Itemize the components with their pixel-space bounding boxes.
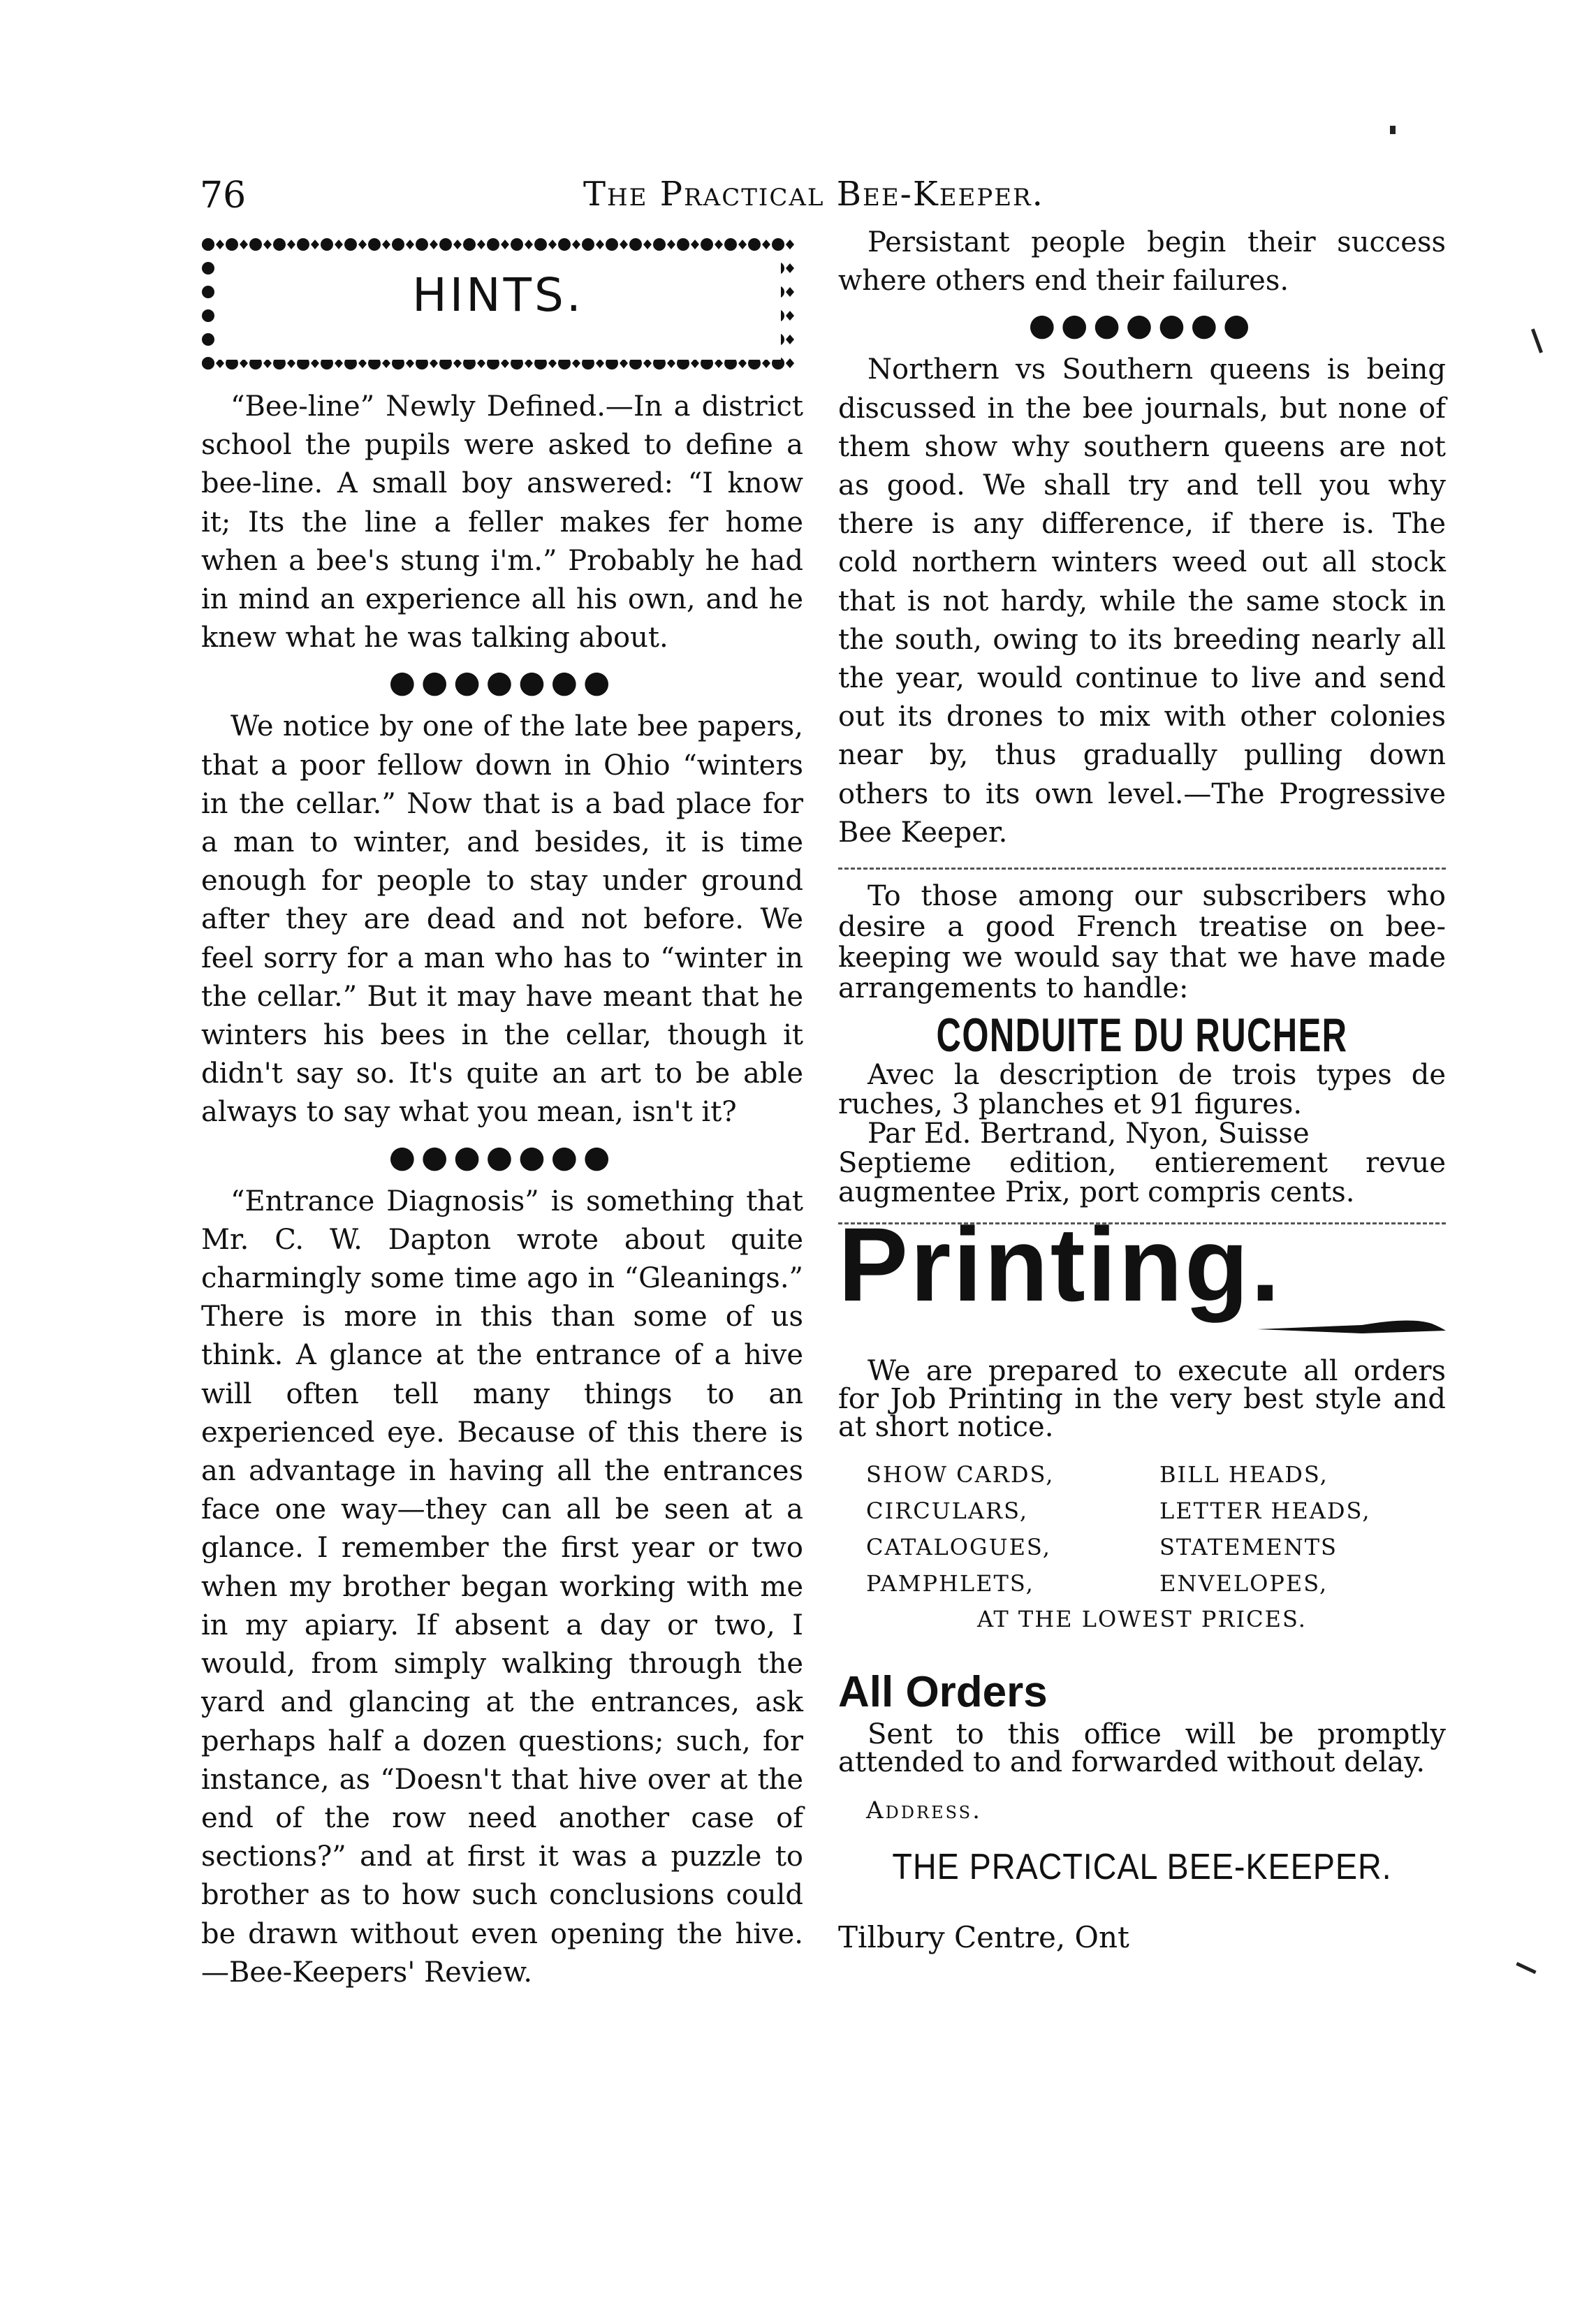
printing-description: We are prepared to execute all orders for Job Printing in the very best style and at short notice. <box>838 1355 1446 1444</box>
service-item: SHOW CARDS, <box>866 1461 1055 1488</box>
book-line: Avec la description de trois types de ruches, 3 planches et 91 figures. <box>838 1059 1446 1121</box>
service-item: LETTER HEADS, <box>1159 1498 1371 1525</box>
separator-dots: ●●●●●●● <box>388 664 616 701</box>
address-label: Address. <box>866 1797 982 1825</box>
printing-title: Printing. <box>838 1206 1282 1324</box>
right-column <box>838 224 1446 1956</box>
book-line: Septieme edition, entierement revue augmentee Prix, port compris cents. <box>838 1147 1446 1209</box>
paragraph-northern-southern: Northern vs Southern queens is being discussed in the bee journals, but none of them show why southern queens are not as good. We shall try and tell you why there is any difference, if there is. The cold northern winters weed out all stock that is not hardy, while the same stock in the south, owing to its breeding nearly all the year, would continue to live and send out its drones to mix with other colonies near by, thus gradually pulling down others to its own level.—The Progressive Bee Keeper. <box>838 353 1446 849</box>
divider <box>838 868 1446 870</box>
paragraph-cellar: We notice by one of the late bee papers, that a poor fellow down in Ohio “winters in the cellar.” Now that is a bad place for a man to winter, and besides, it is time enough for people to stay under ground after they are dead and not before. We feel sorry for a man who has to “winter in the cellar.” But it may have meant that he winters his bees in the cellar, though it didn't say so. It's quite an art to be able always to say what you mean, isn't it? <box>201 710 803 1129</box>
service-item: CATALOGUES, <box>866 1534 1051 1561</box>
hints-title: HINTS. <box>412 268 584 322</box>
left-column <box>201 237 803 1992</box>
hints-box <box>201 237 795 374</box>
paragraph-subscribers: To those among our subscribers who desire a good French treatise on bee-keeping we would say that we have made arrangements to handle: <box>838 880 1446 1005</box>
all-orders-description: Sent to this office will be promptly attended to and forwarded without delay. <box>838 1718 1446 1779</box>
service-item: STATEMENTS <box>1159 1534 1338 1561</box>
paragraph-entrance-diagnosis: “Entrance Diagnosis” is something that Mr. C. W. Dapton wrote about quite charmingly some time ago in “Gleanings.” There is more in this than some of us think. A glance at the entrance of a hive will often tell many things to an experienced eye. Because of this there is an advantage in having all the entrances face one way—they can all be seen at a glance. I remember the first year or two when my brother began working with me in my apiary. If absent a day or two, I would, from simply walking through the yard and glancing at the entrances, ask perhaps half a dozen questions; such, for instance, as “Doesn't that hive over at the end of the row need another case of sections?” and at first it was a puzzle to brother as to how such conclusions could be drawn without even opening the hive.—Bee-Keepers' Review. <box>201 1185 803 1989</box>
paragraph-persistent: Persistant people begin their success where others end their failures. <box>838 226 1446 298</box>
running-title: The Practical Bee-Keeper. <box>583 175 1044 214</box>
ink-speck <box>1390 126 1396 134</box>
services-list <box>866 1456 1446 1602</box>
service-item: ENVELOPES, <box>1159 1570 1328 1597</box>
separator-dots: ●●●●●●● <box>388 1139 616 1175</box>
publisher-location: Tilbury Centre, Ont <box>838 1919 1129 1954</box>
book-line: Par Ed. Bertrand, Nyon, Suisse <box>867 1118 1310 1150</box>
book-description <box>838 1060 1446 1207</box>
paragraph-bee-line: “Bee-line” Newly Defined.—In a district school the pupils were asked to define a bee-line. A small boy answered: “I know it; Its the line a feller makes fer home when a bee's stung i'm.” Probably he had in mind an experience all his own, and he knew what he was talking about. <box>201 390 803 654</box>
page-number: 76 <box>200 175 247 217</box>
separator-dots: ●●●●●●● <box>1028 307 1256 344</box>
printing-heading <box>838 1206 1446 1357</box>
ink-speck <box>1531 328 1543 353</box>
tapered-rule-icon <box>1257 1315 1446 1336</box>
book-title: CONDUITE DU RUCHER <box>936 1009 1348 1062</box>
service-item: BILL HEADS, <box>1159 1461 1328 1488</box>
ink-speck <box>1516 1962 1536 1974</box>
publisher-name: THE PRACTICAL BEE-KEEPER. <box>892 1847 1392 1888</box>
all-orders-title: All Orders <box>838 1668 1048 1717</box>
lowest-prices: AT THE LOWEST PRICES. <box>977 1606 1307 1633</box>
service-item: PAMPHLETS, <box>866 1570 1034 1597</box>
service-item: CIRCULARS, <box>866 1498 1029 1525</box>
